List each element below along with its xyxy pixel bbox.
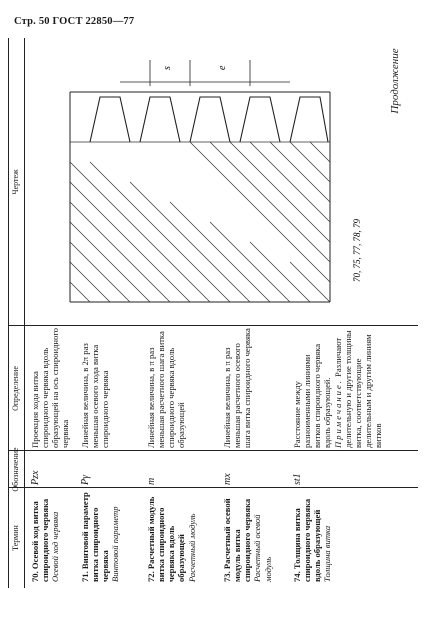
definition-74: Расстояние между разноименными линиями витков спироидного червяка вдоль образующей. Примечание. Различают делительную и другие толщины витка, соответствующие делительным и другим линиям витков (292, 330, 384, 448)
column-divider (8, 487, 418, 488)
definition-73: Линейная величина, в π раз меньшая расчетного осевого шага витка спироидного червяка (222, 328, 253, 448)
header-term: Термин (11, 525, 21, 551)
definition-72: Линейная величина, в π раз меньшая расчетного шага витка спироидного червяка вдоль образующей (146, 331, 187, 448)
term-row-73: 73. Расчетный осевой модуль витка спироидного червяка Расчетный осевой модуль (222, 498, 273, 582)
term-row-72: 72. Расчетный модуль витка спироидного червяка вдоль образующей Расчетный модуль (146, 496, 197, 582)
page-header: Стр. 50 ГОСТ 22850—77 (14, 16, 135, 27)
e-dimension-label: e (217, 65, 228, 70)
definition-71: Линейная величина, в 2π раз меньшая осевого хода витка спироидного червяка (80, 343, 111, 448)
symbol-pgamma: Pγ (80, 474, 91, 485)
terms-table (8, 38, 418, 588)
column-divider (8, 450, 418, 451)
column-divider (8, 325, 418, 326)
term-row-74: 74. Толщина витка спироидного червяка вдоль образующей Толщина витка (292, 498, 333, 582)
definition-70: Проекция хода витка спироидного червяка вдоль образующей на ось спироидного червяка (30, 328, 71, 448)
drawing-caption: 70, 75, 77, 78, 79 (352, 219, 362, 282)
symbol-mx: mx (222, 473, 233, 485)
note-text: Различают делительную и другие толщины витка, соответствующие делительным и другим линиям витков (332, 330, 384, 448)
spiroid-worm-drawing (30, 42, 410, 322)
header-definition: Определение (11, 366, 21, 411)
symbol-pzx: Pzx (30, 470, 41, 485)
note-title: Примечание. (332, 379, 343, 448)
term-row-70: 70. Осевой ход витка спироидного червяка Осевой ход червяка (30, 498, 61, 582)
header-symbol: Обозначение (11, 447, 21, 492)
header-rule (24, 38, 25, 588)
continuation-label: Продолжение (389, 48, 401, 114)
term-row-71: 71. Винтовой параметр витка спироидного червяка Винтовой параметр (80, 492, 121, 582)
drawing-column (30, 42, 410, 322)
symbol-m: m (146, 477, 157, 485)
s-dimension-label: s (162, 66, 173, 70)
symbol-st1: st1 (292, 473, 303, 485)
header-drawing: Чертеж (11, 169, 21, 195)
